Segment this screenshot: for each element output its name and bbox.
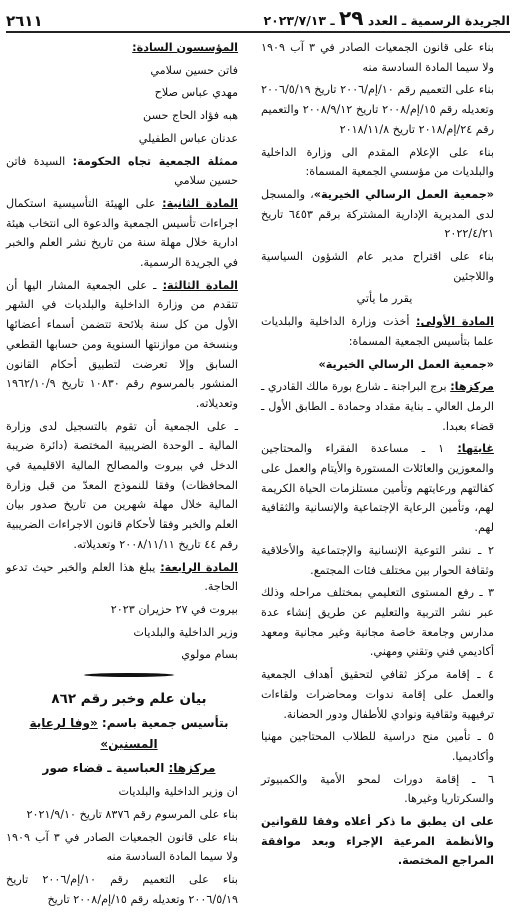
association-name-repeat: «جمعية العمل الرسالي الخيرية» [318, 357, 494, 371]
notice-headquarters: مركزها: العباسية ـ قضاء صور [42, 761, 216, 776]
closing-clause: على ان يطبق ما ذكر أعلاه وفقا للقوانين والأنظمة المرعية الإجراء وبعد موافقة المراجع المختصة. [261, 815, 494, 868]
place-date: بيروت في ٢٧ حزيران ٢٠٢٣ [110, 602, 238, 616]
decision-heading: يقرر ما يأتي [356, 292, 413, 306]
founders-title: المؤسسون السادة: [132, 41, 238, 54]
article-4: المادة الرابعة: يبلغ هذا العلم والخبر حيث تدعو الحاجة. [6, 560, 238, 594]
founder-name: مهدي عباس صلاح [154, 86, 238, 100]
notice-association: بتأسيس جمعية باسم: «وفا لرعاية المسنين» [29, 716, 229, 752]
preamble-proposal: بناء على اقتراح مدير عام الشؤون السياسية واللاجئين [261, 250, 494, 283]
association-name: «جمعية العمل الرسالي الخيرية» [313, 187, 495, 201]
goal-6: ٦ ـ إقامة دورات لمحو الأمية والكمبيوتر والسكرتاريا وغيرها. [261, 772, 494, 806]
article-3: المادة الثالثة: ـ على الجمعية المشار اليها أن تتقدم من وزارة الداخلية والبلديات في الشهر الأول من كل سنة بلائحة تتضمن أسماء أعضائها وبنسخة من موازنتها السنوية ومن حسابها القطعي السابق وإلا تعرضت لتطبيق أحكام القانون المنشور بالمرسوم رقم ١٠٨٣٠ تاريخ ١٩٦٢/١٠/٩ وتعديلاته. [6, 278, 239, 410]
minister-name: بسام مولوي [181, 648, 238, 662]
page-header [6, 4, 510, 30]
goal-1: غايتها: ١ ـ مساعدة الفقراء والمحتاجين والمعوزين والعائلات المستورة والأيتام والعمل على كفالتهم ورعايتهم وتأمين مستلزمات الحياة الكريمة لهم، وتأمين الرعاية الإجتماعية والإنسانية والثقافية لهم. [261, 442, 494, 535]
headquarters: مركزها: برج البراجنة ـ شارع بورة مالك القادري ـ الرمل العالي ـ بناية مقداد وحمادة ـ الطابق الأول ـ قضاء بعبدا. [261, 380, 494, 433]
notice-decree: بناء على المرسوم رقم ٨٣٧٦ تاريخ ٢٠٢١/٩/١٠ [26, 807, 238, 821]
right-column [261, 38, 508, 874]
notice-title: بيان علم وخبر رقم ٨٦٢ [51, 691, 207, 708]
notice-law: بناء على قانون الجمعيات الصادر في ٣ آب ١٩٠٩ ولا سيما المادة السادسة منه [6, 830, 238, 864]
founder-name: هبه فؤاد الحاج حسن [143, 109, 238, 123]
issue-date: ـ ٢٠٢٣/٧/١٣ [263, 13, 335, 28]
preamble-circular: بناء على التعميم رقم ١٠/إم/٢٠٠٦ تاريخ ٢٠٠٦/٥/١٩ وتعديله رقم ١٥/إم/٢٠٠٨ تاريخ ٢٠٠٨/٩/١٢ والتعميم رقم ٢٤/إم/٢٠١٨ تاريخ ٢٠١٨/١١/٨ [261, 83, 494, 136]
header-title-group [264, 6, 510, 30]
minister-title: وزير الداخلية والبلديات [133, 625, 238, 639]
government-representative: ممثلة الجمعية تجاه الحكومة: السيدة فاتن حسين سلامي [6, 154, 238, 188]
goal-2: ٢ ـ نشر التوعية الإنسانية والإجتماعية والأخلاقية وثقافة الحوار بين مختلف فئات المجتمع. [261, 543, 494, 577]
article-3-tax: ـ على الجمعية أن تقوم بالتسجيل لدى وزارة المالية ـ الوحدة الضريبية المختصة (دائرة ضريبة الدخل في بيروت والمصالح المالية الاقليمية في المحافظات) وفقا للنموذج المعدّ من قبل وزارة المالية خلال مهلة شهرين من تاريخ صدور بيان العلم والخبر وفقا لأحكام قانون الاجراءات الضريبية رقم ٤٤ تاريخ ٢٠٠٨/١١/١١ وتعديلاته. [6, 419, 238, 551]
notice-minister-line: ان وزير الداخلية والبلديات [118, 785, 238, 799]
goal-3: ٣ ـ رفع المستوى التعليمي بمختلف مراحله وذلك عبر نشر التربية والتعليم عن طريق إنشاء عدة مدارس وجامعة خاصة مجانية وغير مجانية ومعهد أكاديمي فني وتقني ومهني. [261, 586, 494, 659]
issue-number: ٢٩ [339, 6, 364, 30]
founder-name: عدنان عباس الطفيلي [138, 131, 238, 145]
section-divider [84, 671, 174, 679]
header-rule [6, 31, 510, 33]
goal-5: ٥ ـ تأمين منح دراسية للطلاب المحتاجين مهنيا وأكاديميا. [261, 730, 494, 763]
founder-name: فاتن حسين سلامي [150, 63, 238, 77]
preamble-registration: «جمعية العمل الرسالي الخيرية»، والمسجل لدى المديرية الإدارية المشتركة برقم ٦٤٥٣ تاريخ ٢٠٢٢/٤/٢١ [261, 187, 495, 241]
preamble-notice: بناء على الإعلام المقدم الى وزارة الداخلية والبلديات من مؤسسي الجمعية المسماة: [261, 145, 494, 179]
page-number: ٢٦١١ [6, 12, 43, 30]
goal-4: ٤ ـ إقامة مركز ثقافي لتحقيق أهداف الجمعية والعمل على إقامة ندوات ومحاضرات ولقاءات ترفيهية وثقافية ونوادي للأطفال ودور الحضانة. [261, 668, 494, 721]
journal-title: الجريدة الرسمية ـ العدد [367, 13, 510, 28]
notice-circular: بناء على التعميم رقم ١٠/إم/٢٠٠٦ تاريخ ٢٠٠٦/٥/١٩ وتعديله رقم ١٥/إم/٢٠٠٨ تاريخ [6, 872, 238, 906]
preamble-law: بناء على قانون الجمعيات الصادر في ٣ آب ١٩٠٩ ولا سيما المادة السادسة منه [261, 41, 494, 74]
left-column [6, 38, 252, 912]
article-2: المادة الثانية: على الهيئة التأسيسية استكمال اجراءات تأسيس الجمعية والدعوة الى انتخاب هيئة ادارية خلال مهلة سنة من تاريخ نشر العلم والخبر في الجريدة الرسمية. [6, 196, 238, 270]
article-1: المادة الأولى: أخذت وزارة الداخلية والبلديات علما بتأسيس الجمعية المسماة: [261, 315, 495, 348]
